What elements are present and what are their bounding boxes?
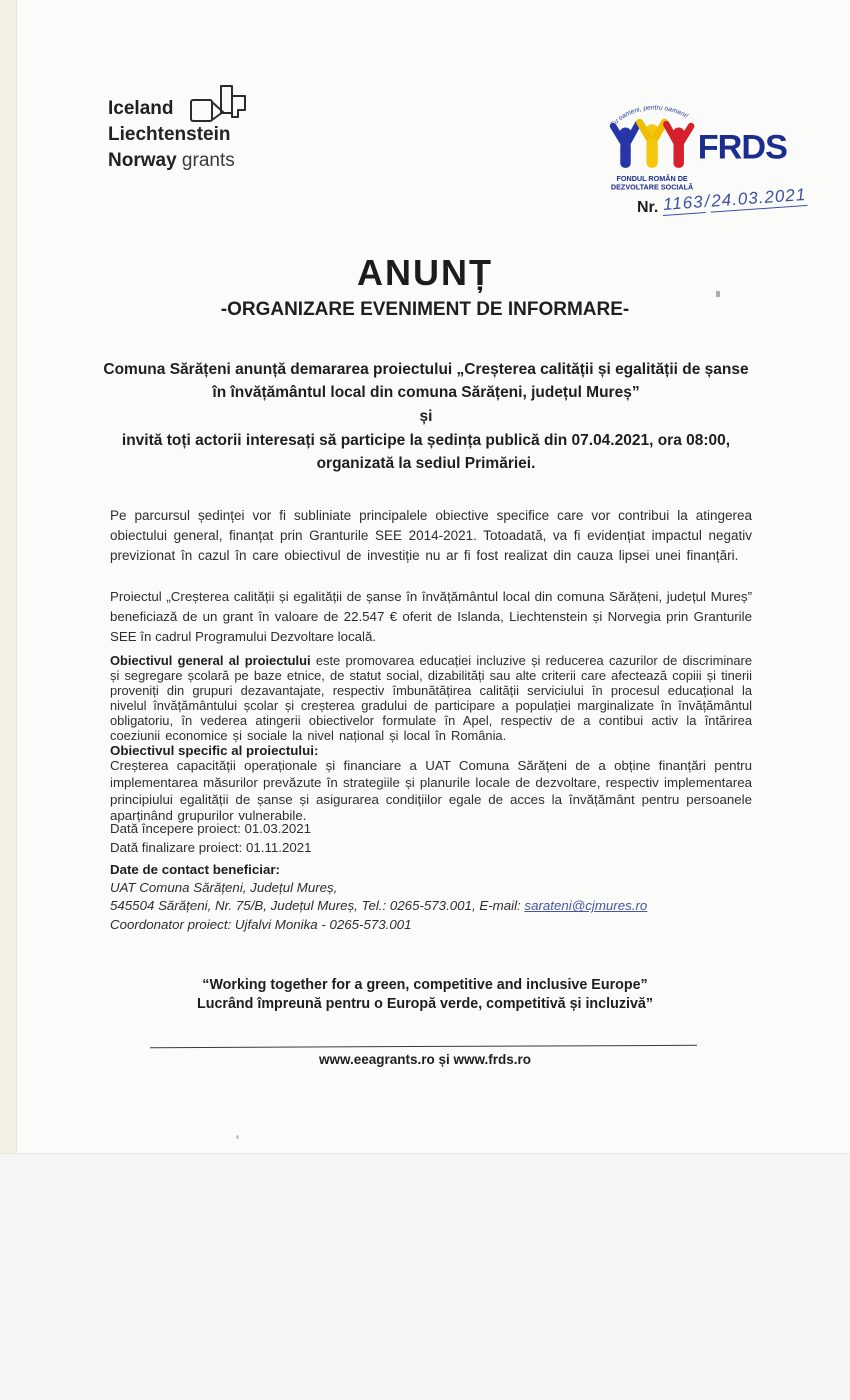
- paragraph-general-objective: [110, 654, 752, 743]
- general-objective-heading: Obiectivul general al proiectului: [110, 653, 311, 668]
- body-paragraphs: [110, 506, 752, 825]
- frds-acronym: FRDS: [697, 128, 787, 167]
- frds-motto-text: Cu oameni, pentru oameni!: [609, 104, 690, 129]
- footer-quote-ro: Lucrând împreună pentru o Europă verde, competitivă și incluzivă”: [196, 996, 653, 1012]
- eea-logo-line-norway: Norway grants: [108, 150, 235, 171]
- nr-separator: /: [703, 191, 711, 212]
- eea-logo-suffix: grants: [181, 150, 235, 171]
- footer-quote: [0, 976, 850, 1014]
- contact-line-uat: UAT Comuna Sărățeni, Județul Mureș,: [110, 880, 338, 896]
- footer-quote-en: “Working together for a green, competitive and inclusive Europe”: [202, 977, 648, 993]
- nr-number-handwritten: 1163: [661, 192, 705, 216]
- eea-grants-logo: [108, 96, 235, 174]
- intro-conjunction: și: [419, 408, 433, 425]
- page-title: ANUNȚ: [357, 252, 493, 293]
- intro-statement-line2: invită toți actorii interesați să participe la ședința publică din 07.04.2021, ora 08:00, organizată la sediul Primăriei.: [121, 432, 731, 472]
- frds-name-line1: FONDUL ROMÂN DE: [616, 174, 688, 184]
- paragraph-grant-info: Proiectul „Creșterea calității și egalității de șanse în învățământul local din comuna Sărățeni, județul Mureș” beneficiază de un grant în valoare de 22.547 € oferit de Islanda, Liechtenstein și Norvegia prin Granturile SEE în cadrul Programului Dezvoltare locală.: [110, 589, 752, 644]
- scan-page-bottom-edge: [0, 1153, 850, 1400]
- eea-grants-logo-icon: [188, 84, 254, 140]
- intro-statement-line1: Comuna Sărățeni anunță demararea proiectului „Creșterea calității și egalității de șanse în învățământul local din comuna Sărățeni, județul Mureș”: [103, 361, 749, 401]
- intro-statement: [100, 358, 752, 475]
- paragraph-meeting-objectives: Pe parcursul ședinței vor fi subliniate principalele obiective specifice care vor contribui la atingerea obiectului general, finanțat prin Granturile SEE 2014-2021. Totoadată, va fi evidențiat impactul negativ previzionat în cazul în care obiectivul de investiție nu ar fi fost realizat din cauza lipsei unei finanțări.: [110, 508, 752, 563]
- scan-speck: [236, 1135, 239, 1139]
- frds-logo: [597, 97, 787, 197]
- nr-label: Nr.: [637, 199, 659, 216]
- eea-logo-line-liechtenstein: Liechtenstein: [108, 124, 231, 145]
- contact-heading: Date de contact beneficiar:: [110, 862, 280, 877]
- frds-name-line2: DEZVOLTARE SOCIALĂ: [610, 182, 694, 192]
- project-start-date: Dată începere proiect: 01.03.2021: [110, 821, 312, 836]
- contact-section: [110, 861, 647, 934]
- frds-logo-icon: [597, 97, 787, 197]
- contact-line-coordinator: Coordonator proiect: Ujfalvi Monika - 0265-573.001: [110, 916, 412, 932]
- email-link[interactable]: sarateni@cjmures.ro: [524, 898, 648, 914]
- project-end-date: Dată finalizare proiect: 01.11.2021: [110, 839, 312, 855]
- specific-objective-heading: Obiectivul specific al proiectului:: [110, 743, 319, 759]
- frds-figures-icon: [613, 122, 691, 168]
- project-dates: [110, 820, 312, 857]
- specific-objective-body: Creșterea capacității operaționale și financiare a UAT Comuna Sărățeni de a obține finanțări pentru implementarea măsurilor prevăzute în strategiile și planurile locale de dezvoltare, respectiv implementarea principiului egalității de șanse și asigurarea condițiilor egale de acces la învățământ pentru persoanele aparținând grupurilor vulnerabile.: [110, 758, 752, 824]
- page-subtitle: -ORGANIZARE EVENIMENT DE INFORMARE-: [220, 299, 630, 320]
- eea-logo-line-iceland: Iceland: [108, 98, 174, 119]
- footer-divider: [150, 1045, 697, 1048]
- contact-line-address: 545504 Sărățeni, Nr. 75/B, Județul Mureș, Tel.: 0265-573.001, E-mail: sarateni@cjmures.ro: [110, 898, 648, 914]
- general-objective-body: este promovarea educației incluzive și reducerea cazurilor de discriminare și segregare școlară pe baze etnice, de statut social, dizabilități sau alte criterii care afectează copiii și tinerii proveniți din grupuri dezavantajate, respectiv îmbunătățirea calității serviciului în procesul educațional la nivelul învățământului școlar și creșterea gradului de participare a populației marginalizate în învățământul obligatoriu, în vederea atingerii obiectivelor formulate în Apel, respectiv de a contibui activ la întărirea coeziunii economice și sociale la nivel național și local în România.: [110, 653, 752, 743]
- nr-date-handwritten: 24.03.2021: [709, 185, 807, 213]
- footer-websites: www.eeagrants.ro și www.frds.ro: [318, 1052, 532, 1067]
